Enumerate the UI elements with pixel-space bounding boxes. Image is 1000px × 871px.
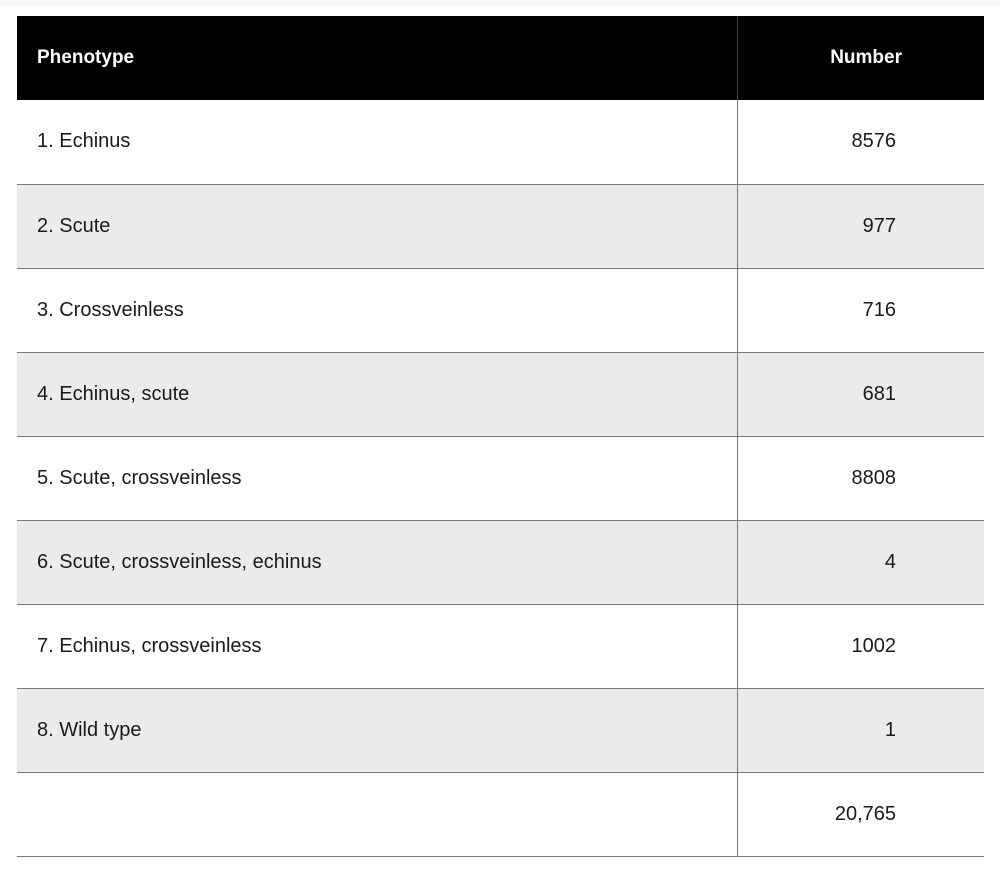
number-cell: 716 [737, 268, 984, 352]
number-cell: 1002 [737, 604, 984, 688]
phenotype-cell: 3. Crossveinless [17, 268, 737, 352]
table-row [17, 436, 984, 520]
phenotype-cell: 2. Scute [17, 184, 737, 268]
total-row [17, 772, 984, 856]
number-cell: 1 [737, 688, 984, 772]
table-row [17, 268, 984, 352]
total-number-cell: 20,765 [737, 772, 984, 856]
phenotype-cell: 4. Echinus, scute [17, 352, 737, 436]
column-header-number: Number [830, 47, 902, 68]
phenotype-cell: 5. Scute, crossveinless [17, 436, 737, 520]
number-cell: 977 [737, 184, 984, 268]
phenotype-cell: 8. Wild type [17, 688, 737, 772]
table-row [17, 352, 984, 436]
table-row [17, 100, 984, 184]
table-row [17, 688, 984, 772]
phenotype-cell: 6. Scute, crossveinless, echinus [17, 520, 737, 604]
phenotype-table [17, 16, 984, 857]
table-row [17, 184, 984, 268]
phenotype-cell: 1. Echinus [17, 100, 737, 184]
table-row [17, 520, 984, 604]
table-row [17, 604, 984, 688]
column-header-phenotype: Phenotype [17, 16, 737, 100]
number-cell: 4 [737, 520, 984, 604]
top-strip [0, 0, 1000, 6]
total-label-cell [17, 772, 737, 856]
table-header-row [17, 16, 984, 100]
phenotype-cell: 7. Echinus, crossveinless [17, 604, 737, 688]
number-cell: 681 [737, 352, 984, 436]
number-cell: 8576 [737, 100, 984, 184]
number-cell: 8808 [737, 436, 984, 520]
